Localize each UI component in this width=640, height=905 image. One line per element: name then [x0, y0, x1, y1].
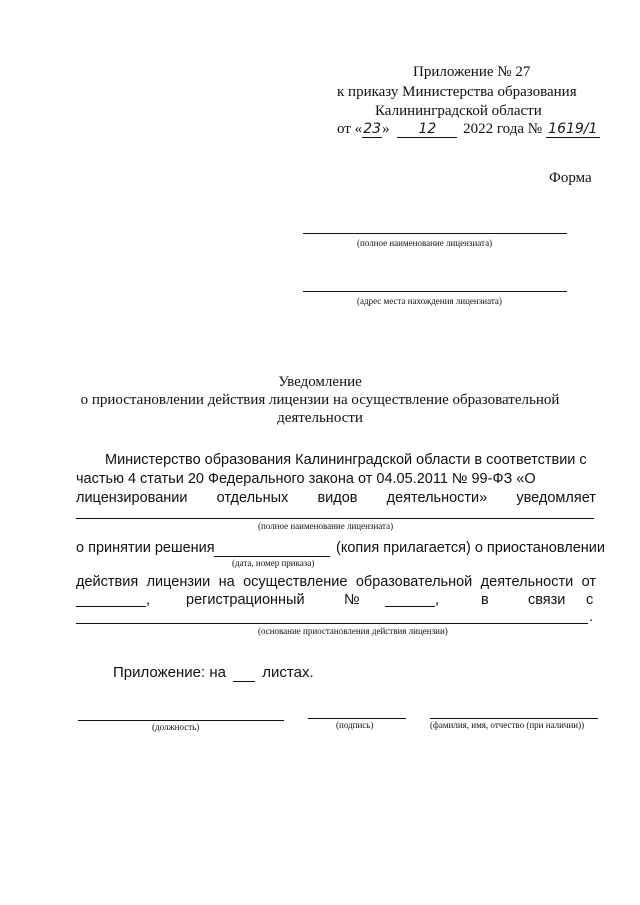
word-number-sign: №: [344, 592, 360, 608]
word-notifies: уведомляет: [516, 490, 596, 506]
form-label: Форма: [549, 170, 592, 186]
word-registration: регистрационный: [186, 592, 305, 608]
word-certain: отдельных: [216, 490, 289, 506]
position-caption: (должность): [152, 722, 200, 732]
attachment-suffix: листах.: [262, 664, 314, 681]
grounds-period: .: [589, 609, 594, 625]
word-licensing: лицензировании: [76, 490, 188, 506]
attachment-sheets-blank: [233, 664, 255, 682]
licensee-full-name-caption: (полное наименование лицензиата): [258, 521, 394, 531]
handwritten-order-number: 1619/1: [546, 121, 600, 138]
word-types: видов: [317, 490, 358, 506]
date-prefix: от «: [337, 121, 363, 137]
licensee-address-caption: (адрес места нахождения лицензиата): [357, 296, 502, 306]
license-line: действия лицензии на осуществление образовательной деятельности от: [76, 574, 596, 590]
grounds-line: [76, 623, 588, 624]
year-text: 2022 года №: [463, 121, 543, 137]
body-line-2: частью 4 статьи 20 Федерального закона от 04.05.2011 № 99-ФЗ «О: [76, 471, 536, 487]
position-line: [78, 720, 284, 721]
decision-date-caption: (дата, номер приказа): [232, 558, 315, 568]
appendix-number: Приложение № 27: [413, 64, 531, 80]
notice-subtitle-line1: о приостановлении действия лицензии на осуществление образовательной: [80, 392, 560, 408]
comma-2: ,: [435, 592, 440, 608]
attachment-prefix: Приложение: на: [113, 664, 226, 681]
word-in: в: [481, 592, 489, 608]
order-date-line: [337, 121, 600, 138]
registration-number-blank: [385, 606, 435, 607]
licensee-name-caption: (полное наименование лицензиата): [357, 238, 493, 248]
signature-line: [308, 718, 406, 719]
notice-subtitle-line2: деятельности: [277, 410, 363, 426]
grounds-caption: (основание приостановления действия лицензии): [258, 626, 448, 636]
license-date-blank: [76, 606, 146, 607]
date-close: »: [382, 121, 390, 137]
order-reference: к приказу Министерства образования: [337, 84, 577, 100]
decision-prefix: о принятии решения: [76, 540, 215, 556]
handwritten-day: 23: [363, 121, 382, 137]
body-line-1: Министерство образования Калининградской области в соответствии с: [105, 452, 587, 468]
licensee-full-name-line: [76, 518, 594, 519]
licensee-name-line: [303, 233, 567, 234]
full-name-line: [430, 718, 598, 719]
word-activity: деятельности»: [386, 490, 488, 506]
decision-date-line: [214, 556, 330, 557]
attachment-line: [113, 664, 314, 682]
signature-caption: (подпись): [336, 720, 374, 730]
registration-line: [76, 592, 596, 614]
licensee-address-line: [303, 291, 567, 292]
notice-title: Уведомление: [278, 374, 362, 390]
decision-suffix: (копия прилагается) о приостановлении: [336, 540, 605, 556]
comma-1: ,: [146, 592, 151, 608]
region-name: Калининградской области: [375, 103, 542, 119]
word-connection: связи: [528, 592, 566, 608]
full-name-caption: (фамилия, имя, отчество (при наличии)): [430, 720, 585, 730]
body-line-3: [76, 490, 596, 506]
handwritten-month: 12: [397, 121, 457, 138]
word-with: с: [586, 592, 594, 608]
